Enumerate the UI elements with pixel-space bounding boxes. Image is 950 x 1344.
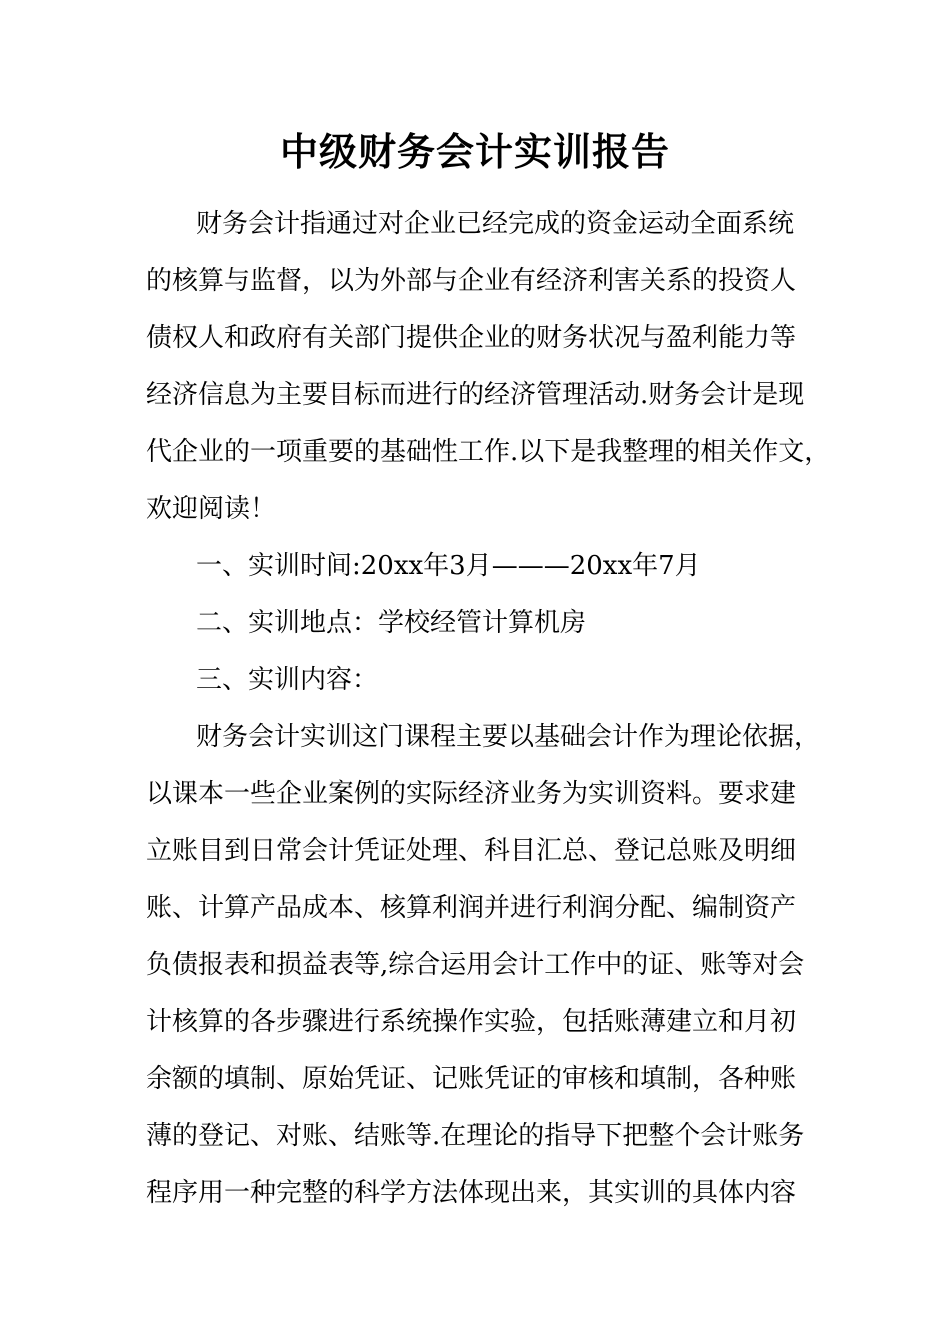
paragraph-line: 余额的填制、原始凭证、记账凭证的审核和填制，各种账: [146, 1064, 797, 1094]
paragraph-line: 薄的登记、对账、结账等.在理论的指导下把整个会计账务: [146, 1121, 805, 1151]
paragraph-line: 以课本一些企业案例的实际经济业务为实训资料。要求建: [146, 779, 797, 809]
paragraph-line: 程序用一种完整的科学方法体现出来，其实训的具体内容: [146, 1178, 797, 1208]
paragraph-line: 代企业的一项重要的基础性工作.以下是我整理的相关作文，: [146, 437, 831, 467]
section-heading-location: 二、实训地点：学校经管计算机房: [196, 608, 587, 638]
section-heading-time: 一、实训时间:20xx年3月———20xx年7月: [196, 551, 701, 581]
paragraph-line: 财务会计实训这门课程主要以基础会计作为理论依据，: [196, 722, 821, 752]
paragraph-line: 负债报表和损益表等,综合运用会计工作中的证、账等对会: [146, 950, 805, 980]
document-title: 中级财务会计实训报告: [279, 129, 670, 174]
paragraph-line: 立账目到日常会计凭证处理、科目汇总、登记总账及明细: [146, 836, 797, 866]
paragraph-line: 账、计算产品成本、核算利润并进行利润分配、编制资产: [146, 893, 797, 923]
paragraph-line: 欢迎阅读！: [146, 494, 277, 524]
paragraph-line: 的核算与监督，以为外部与企业有经济利害关系的投资人: [146, 266, 797, 296]
paragraph-line: 财务会计指通过对企业已经完成的资金运动全面系统: [196, 209, 795, 239]
paragraph-line: 经济信息为主要目标而进行的经济管理活动.财务会计是现: [146, 380, 805, 410]
paragraph-line: 债权人和政府有关部门提供企业的财务状况与盈利能力等: [146, 323, 797, 353]
section-heading-content: 三、实训内容：: [196, 665, 379, 695]
paragraph-line: 计核算的各步骤进行系统操作实验，包括账薄建立和月初: [146, 1007, 797, 1037]
